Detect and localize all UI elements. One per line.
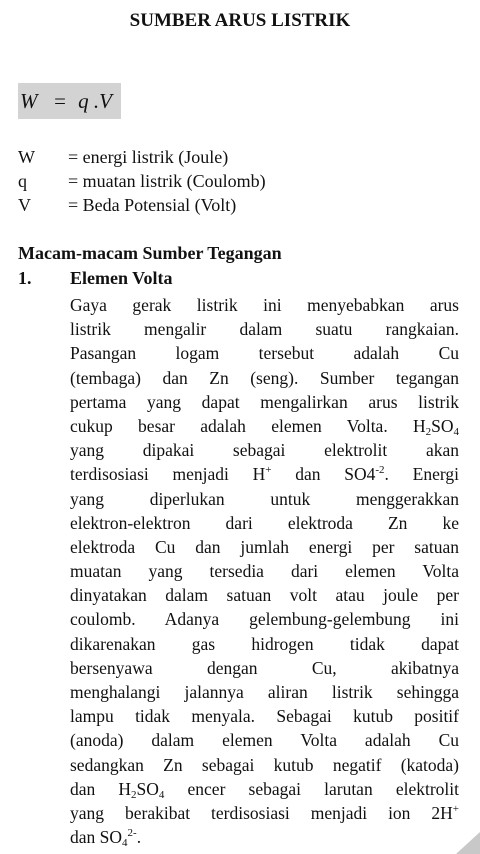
paragraph-line: yang dipakai sebagai elektrolit akan bbox=[70, 440, 459, 461]
superscript: + bbox=[265, 464, 272, 477]
section-heading: Macam-macam Sumber Tegangan bbox=[18, 243, 282, 263]
definition-row bbox=[18, 145, 266, 169]
subscript: 4 bbox=[158, 788, 165, 801]
definition-text: = muatan listrik (Coulomb) bbox=[68, 171, 266, 191]
paragraph-line: cukup besar adalah elemen Volta. $H_2SO_4$ bbox=[70, 415, 459, 438]
paragraph-line: terdisosiasi menjadi H+ dan $SO4^{-2}$. Energi bbox=[70, 464, 459, 485]
paragraph-line: Gaya gerak listrik ini menyebabkan arus bbox=[70, 295, 459, 315]
item-number: 1. bbox=[18, 268, 32, 288]
page-title: SUMBER ARUS LISTRIK bbox=[129, 10, 351, 31]
page-corner-fold bbox=[456, 832, 480, 854]
definition-row bbox=[18, 169, 266, 193]
paragraph-line: dan $SO_4^{2-}$. bbox=[70, 827, 142, 850]
paragraph-line: dikarenakan gas hidrogen tidak dapat bbox=[70, 633, 459, 654]
definition-symbol: q bbox=[18, 171, 27, 191]
paragraph-line: lampu tidak menyala. Sebagai kutub positif bbox=[70, 706, 459, 727]
paragraph-line: (anoda) dalam elemen Volta adalah Cu bbox=[70, 730, 459, 751]
subscript: 2 bbox=[425, 425, 432, 438]
paragraph-line: yang diperlukan untuk menggerakkan bbox=[70, 488, 459, 509]
paragraph-line: sedangkan Zn sebagai kutub negatif (katoda) bbox=[70, 754, 459, 775]
formula-rhs: q .V bbox=[78, 89, 112, 113]
definition-symbol: V bbox=[18, 195, 31, 215]
superscript: 2- bbox=[127, 827, 137, 840]
paragraph-line: pertama yang dapat mengalirkan arus listrik bbox=[70, 391, 459, 412]
paragraph-line: coulomb. Adanya gelembung-gelembung ini bbox=[70, 609, 459, 630]
body-paragraph bbox=[70, 293, 459, 849]
paragraph-line: listrik mengalir dalam suatu rangkaian. bbox=[70, 319, 459, 340]
formula-box bbox=[18, 83, 121, 119]
paragraph-line: Pasangan logam tersebut adalah Cu bbox=[70, 343, 459, 364]
paragraph-line: elektroda Cu dan jumlah energi per satuan bbox=[70, 536, 459, 557]
formula-equals: = bbox=[52, 89, 67, 113]
paragraph-line: menghalangi jalannya aliran listrik sehingga bbox=[70, 682, 459, 702]
paragraph-line: dan $H_2SO_4$ encer sebagai larutan elektrolit bbox=[70, 778, 459, 801]
subscript: 4 bbox=[122, 837, 128, 850]
definition-text: = energi listrik (Joule) bbox=[68, 147, 229, 167]
item-title: Elemen Volta bbox=[70, 268, 173, 288]
definitions-list bbox=[18, 145, 266, 217]
paragraph-line: elektron-elektron dari elektroda Zn ke bbox=[70, 512, 459, 533]
paragraph-line: bersenyawa dengan Cu, akibatnya bbox=[70, 657, 459, 678]
definition-symbol: W bbox=[18, 147, 35, 167]
formula-lhs: W bbox=[20, 89, 38, 113]
paragraph-line: yang berakibat terdisosiasi menjadi ion 2H+ bbox=[70, 802, 459, 823]
paragraph-line: muatan yang tersedia dari elemen Volta bbox=[70, 561, 459, 582]
subscript: 2 bbox=[131, 788, 137, 801]
subscript: 4 bbox=[453, 425, 459, 438]
definition-text: = Beda Potensial (Volt) bbox=[68, 195, 237, 215]
superscript: + bbox=[452, 802, 459, 815]
paragraph-line: dinyatakan dalam satuan volt atau joule per bbox=[70, 585, 459, 606]
paragraph-line: (tembaga) dan Zn (seng). Sumber tegangan bbox=[70, 367, 459, 388]
definition-row bbox=[18, 193, 266, 217]
superscript: -2 bbox=[375, 464, 385, 477]
